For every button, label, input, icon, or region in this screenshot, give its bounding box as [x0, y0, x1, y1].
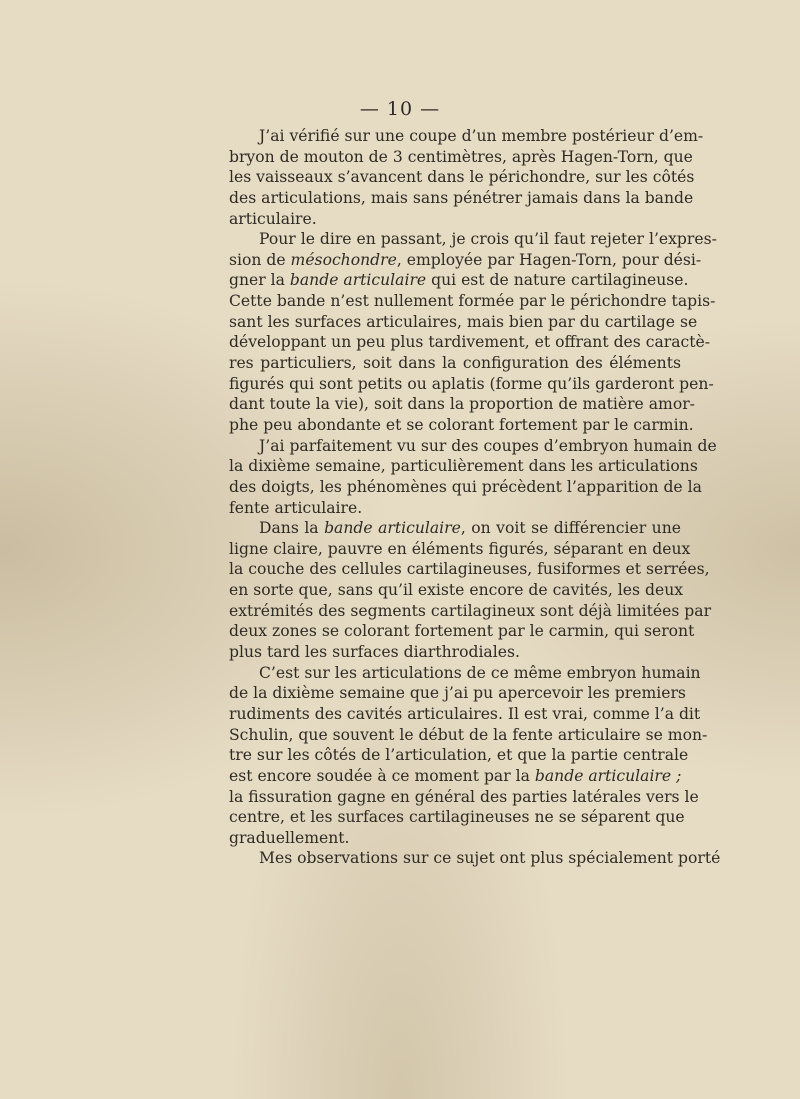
- text-line: Pour le dire en passant, je crois qu’il faut rejeter l’expres-: [259, 230, 717, 249]
- text-segment: Dans la: [259, 519, 325, 538]
- italic-term: bande articulaire: [289, 271, 427, 290]
- text-line: ligne claire, pauvre en éléments figurés, séparant en deux: [229, 539, 691, 558]
- text-line: fente articulaire.: [229, 498, 363, 517]
- body-text: [229, 126, 721, 869]
- italic-term: mésochondre: [290, 250, 397, 269]
- text-line: sant les surfaces articulaires, mais bien par du cartilage se: [229, 312, 698, 331]
- text-line: en sorte que, sans qu’il existe encore de cavités, les deux: [229, 581, 684, 600]
- text-line: [229, 270, 689, 291]
- page-number: — 10 —: [359, 98, 441, 120]
- text-line: extrémités des segments cartilagineux sont déjà limitées par: [229, 601, 712, 620]
- text-line: [229, 250, 702, 271]
- text-line: bryon de mouton de 3 centimètres, après Hagen-Torn, que: [229, 147, 693, 166]
- text-line: phe peu abondante et se colorant fortement par le carmin.: [229, 415, 694, 434]
- text-line: des articulations, mais sans pénétrer jamais dans la bande: [229, 188, 694, 207]
- text-line: J’ai parfaitement vu sur des coupes d’embryon humain de: [259, 436, 717, 455]
- text-segment: sion de: [229, 250, 291, 269]
- text-line: rudiments des cavités articulaires. Il est vrai, comme l’a dit: [229, 704, 701, 723]
- text-line: plus tard les surfaces diarthrodiales.: [229, 643, 520, 662]
- text-line: de la dixième semaine que j’ai pu apercevoir les premiers: [229, 684, 686, 703]
- text-line: figurés qui sont petits ou aplatis (forme qu’ils garderont pen-: [229, 374, 714, 393]
- italic-term: bande articulaire ;: [534, 766, 682, 785]
- text-line: graduellement.: [229, 828, 350, 847]
- text-line: centre, et les surfaces cartilagineuses ne se séparent que: [229, 808, 685, 827]
- text-segment: qui est de nature cartilagineuse.: [426, 271, 689, 290]
- text-line: la fissuration gagne en général des parties latérales vers le: [229, 787, 699, 806]
- text-line: articulaire.: [229, 209, 317, 228]
- text-line: deux zones se colorant fortement par le carmin, qui seront: [229, 622, 695, 641]
- text-line: J’ai vérifié sur une coupe d’un membre postérieur d’em-: [259, 127, 704, 145]
- text-line: [229, 766, 681, 787]
- text-line: la couche des cellules cartilagineuses, fusiformes et serrées,: [229, 560, 710, 579]
- text-segment: gner la: [229, 271, 290, 290]
- text-segment: est encore soudée à ce moment par la: [229, 766, 535, 785]
- text-line: Schulin, que souvent le début de la fente articulaire se mon-: [229, 725, 708, 744]
- text-line: C’est sur les articulations de ce même embryon humain: [259, 663, 701, 682]
- italic-term: bande articulaire: [324, 519, 461, 538]
- text-line: tre sur les côtés de l’articulation, et que la partie centrale: [229, 746, 689, 765]
- text-segment: , on voit se différencier une: [460, 519, 681, 538]
- text-line: [229, 518, 681, 539]
- text-line: développant un peu plus tardivement, et offrant des caractè-: [229, 333, 711, 352]
- text-line: la dixième semaine, particulièrement dans les articulations: [229, 457, 698, 476]
- text-line: Mes observations sur ce sujet ont plus spécialement porté: [259, 849, 721, 868]
- text-line: dant toute la vie), soit dans la proportion de matière amor-: [229, 395, 695, 414]
- text-segment: , employée par Hagen-Torn, pour dési-: [396, 250, 702, 269]
- text-line: des doigts, les phénomènes qui précèdent l’apparition de la: [229, 477, 702, 496]
- text-line: res particuliers, soit dans la configuration des éléments: [229, 354, 681, 373]
- text-line: Cette bande n’est nullement formée par le périchondre tapis-: [229, 292, 716, 311]
- text-line: les vaisseaux s’avancent dans le périchondre, sur les côtés: [229, 168, 695, 187]
